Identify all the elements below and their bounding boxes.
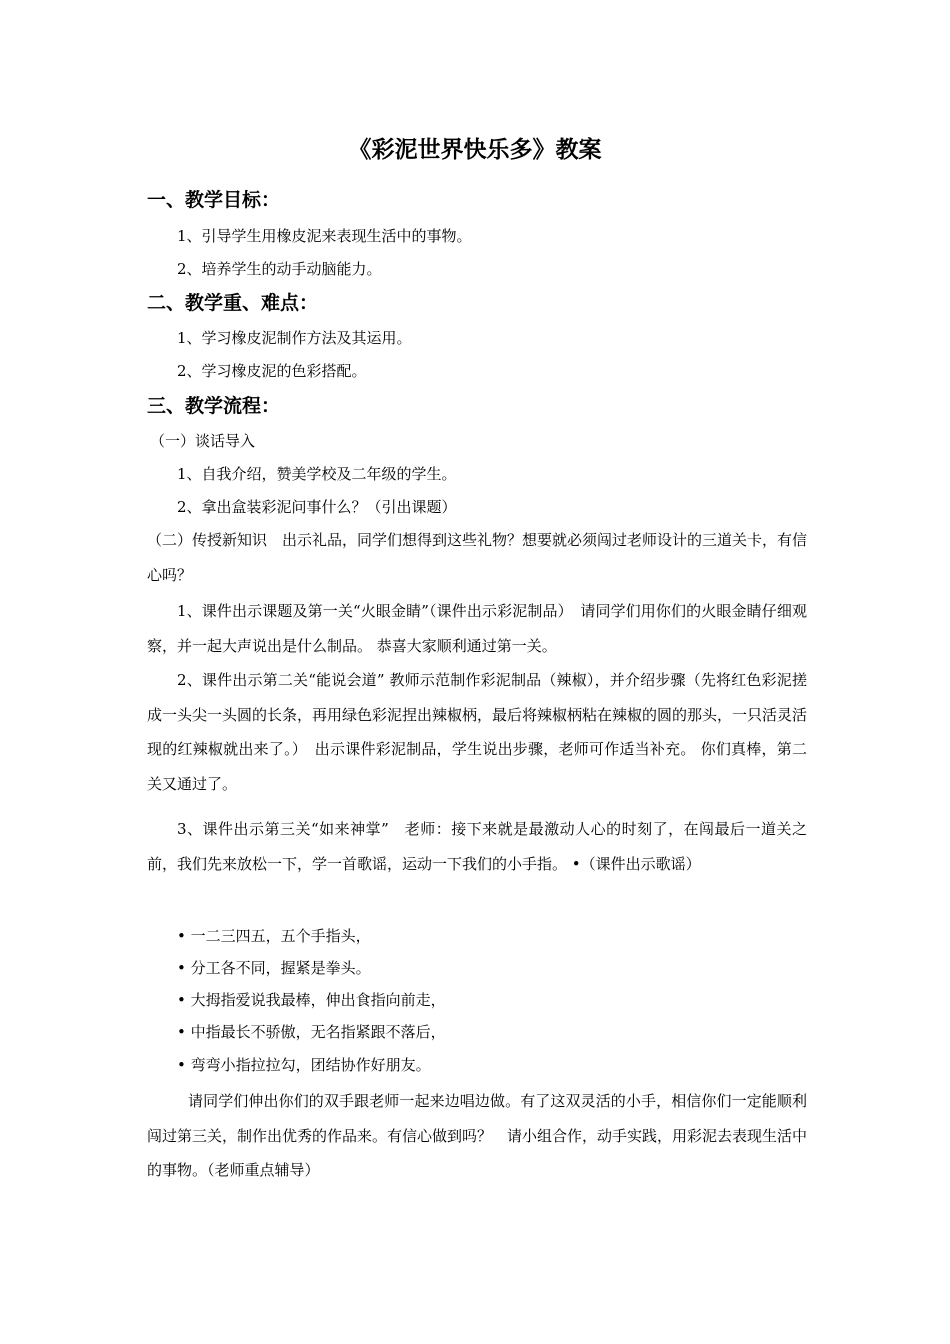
goal-item: 1、引导学生用橡皮泥来表现生活中的事物。 <box>177 227 472 245</box>
section-heading-key-points: 二、教学重、难点： <box>147 292 319 314</box>
process-step-2: 2、课件出示第二关“能说会道” 教师示范制作彩泥制品（辣椒），并介绍步骤（先将红色彩泥搓成一头尖一头圆的长条，再用绿色彩泥捏出辣椒柄，最后将辣椒柄粘在辣椒的圆的那头，一只活灵活现的红辣椒就出来了。） 出示课件彩泥制品，学生说出步骤，老师可作适当补充。 你们真棒，第二关又通过了。 <box>147 671 808 793</box>
page-title: 《彩泥世界快乐多》教案 <box>348 137 602 163</box>
section-heading-goals: 一、教学目标： <box>147 189 281 211</box>
process-step-3: 3、课件出示第三关“如来神掌” 老师：接下来就是最激动人心的时刻了，在闯最后一道关之前，我们先来放松一下，学一首歌谣，运动一下我们的小手指。 •（课件出示歌谣） <box>147 820 807 873</box>
song-line: • 一二三四五，五个手指头， <box>177 927 371 945</box>
process-part1-item: 1、自我介绍，赞美学校及二年级的学生。 <box>177 465 457 483</box>
closing-paragraph: 请同学们伸出你们的双手跟老师一起来边唱边做。有了这双灵活的小手，相信你们一定能顺利闯过第三关，制作出优秀的作品来。有信心做到吗？ 请小组合作，动手实践，用彩泥去表现生活中的事物。（老师重点辅导） <box>147 1092 808 1179</box>
song-line: • 大拇指爱说我最棒，伸出食指向前走， <box>177 991 446 1009</box>
song-line: • 中指最长不骄傲，无名指紧跟不落后， <box>177 1023 446 1041</box>
song-line: • 分工各不同，握紧是拳头。 <box>177 959 371 977</box>
goal-item: 2、培养学生的动手动脑能力。 <box>177 260 382 278</box>
key-point-item: 2、学习橡皮泥的色彩搭配。 <box>177 362 367 380</box>
song-line: • 弯弯小指拉拉勾，团结协作好朋友。 <box>177 1056 431 1074</box>
process-step-1: 1、课件出示课题及第一关“火眼金睛”（课件出示彩泥制品） 请同学们用你们的火眼金睛仔细观察，并一起大声说出是什么制品。 恭喜大家顺利通过第一关。 <box>147 602 807 655</box>
key-point-item: 1、学习橡皮泥制作方法及其运用。 <box>177 329 412 347</box>
process-part2-paragraph: （二）传授新知识 出示礼品，同学们想得到这些礼物？想要就必须闯过老师设计的三道关卡，有信心吗？ <box>147 531 808 584</box>
section-heading-process: 三、教学流程： <box>147 395 281 417</box>
process-part1-item: 2、拿出盒装彩泥问事什么？（引出课题） <box>177 498 457 516</box>
process-part1-label: （一）谈话导入 <box>150 432 256 450</box>
